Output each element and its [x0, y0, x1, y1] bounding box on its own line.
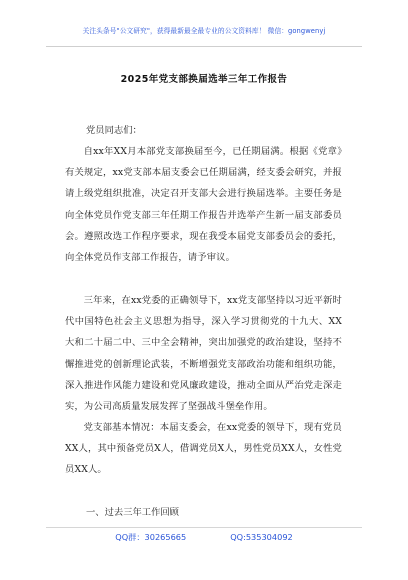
paragraph-2-text: 三年来，在xx党委的正确领导下，xx党支部坚持以习近平新时代中国特色社会主义思想为指导，深入学习贯彻党的十九大、XX大和二十届二中、三中全会精神，突出加强党的政治建设，坚持不懈推进党的创新理论武装，不断增强党支部政治功能和组织功能，深入推进作风能力建设和党风廉政建设，推动全面从严治党走深走实，为公司高质量发展发挥了坚强战斗堡垒作用。	[65, 295, 342, 413]
paragraph-1	[65, 141, 342, 268]
footer-divider	[46, 527, 362, 528]
document-title: 2025年党支部换届选举三年工作报告	[120, 74, 288, 85]
section-heading: 一、过去三年工作回顾	[86, 507, 179, 518]
footer-qq-group: QQ群：30265665	[115, 532, 187, 542]
greeting: 党员同志们：	[86, 125, 142, 136]
paragraph-1-text: 自xx年XX月本部党支部换届至今，已任期届满。根据《党章》有关规定，xx党支部本届支委会已任期届满，经支委会研究，并报请上级党组织批准，决定召开支部大会进行换届选举。主要任务是向全体党员作党支部三年任期工作报告并选举产生新一届支部委员会。遵照改选工作程序要求，现在我受本届党支部委员会的委托，向全体党员作支部工作报告，请予审议。	[65, 146, 342, 264]
paragraph-2	[65, 290, 342, 417]
header-divider	[46, 46, 362, 47]
footer-contact	[0, 532, 408, 543]
paragraph-3-text: 党支部基本情况：本届支委会，在xx党委的领导下，现有党员XX人，其中预备党员X人，借调党员X人，男性党员XX人，女性党员XX人。	[65, 422, 342, 476]
header-promo-text: 关注头条号"公文研究"，获得最新最全最专业的公文资料库！ 微信：gongwenyj	[82, 27, 326, 35]
footer-qq-number: QQ:535304092	[230, 532, 293, 542]
paragraph-3	[65, 417, 342, 481]
